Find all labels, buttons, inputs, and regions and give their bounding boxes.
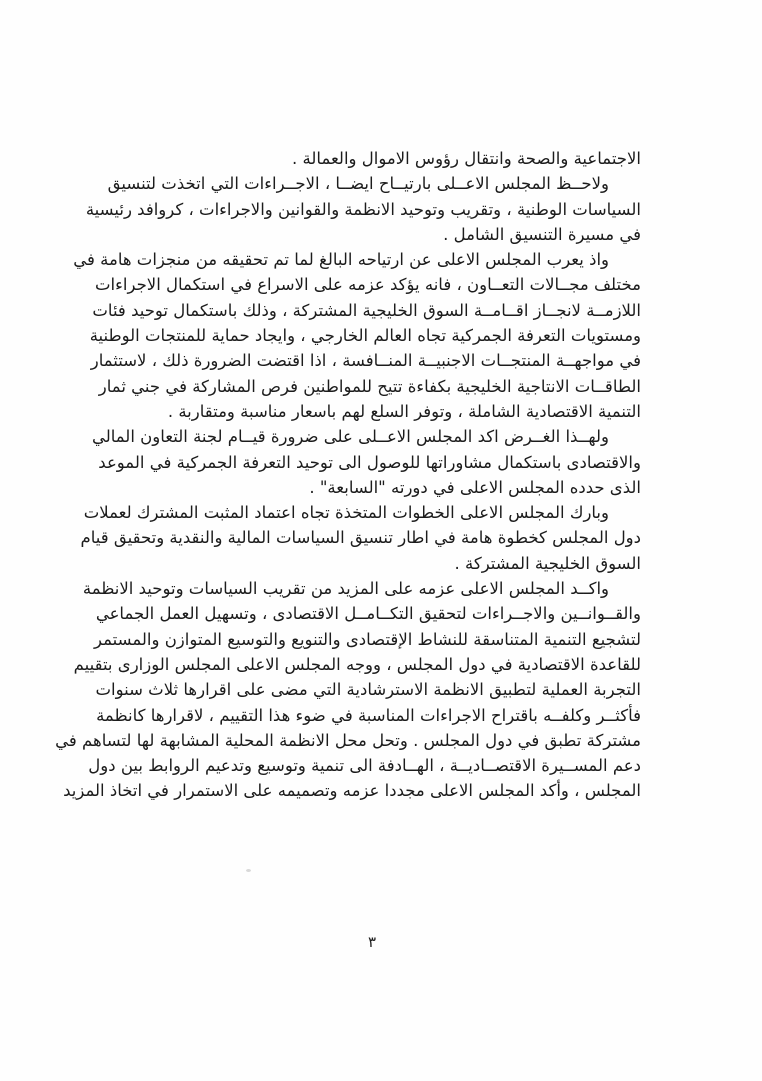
text-line: الطاقــات الانتاجية الخليجية بكفاءة تتيح للمواطنين فرص المشاركة في جني ثمار	[98, 376, 641, 396]
text-line: في مسيرة التنسيق الشامل .	[443, 224, 641, 244]
page-number: ٣	[367, 933, 377, 951]
text-line: وبارك المجلس الاعلى الخطوات المتخذة تجاه اعتماد المثبت المشترك لعملات	[83, 503, 609, 523]
text-line: ولاحــظ المجلس الاعــلى بارتيــاح ايضــا ، الاجــراءات التي اتخذت لتنسيق	[107, 174, 609, 194]
text-line: فأكثــر وكلفــه باقتراح الاجراءات المناسبة في ضوء هذا التقييم ، لاقرارها كانظمة	[96, 705, 641, 725]
text-line: في مواجهــة المنتجــات الاجنبيــة المنــافسة ، اذا اقتضت الضرورة ذلك ، لاستثمار	[90, 351, 641, 371]
text-line: السوق الخليجية المشتركة .	[454, 553, 641, 573]
text-block	[55, 146, 641, 804]
text-line: الذى حدده المجلس الاعلى في دورته "السابعة" .	[309, 477, 641, 497]
text-line: ومستويات التعرفة الجمركية تجاه العالم الخارجي ، وايجاد حماية للمنتجات الوطنية	[89, 326, 641, 346]
text-line: الاجتماعية والصحة وانتقال رؤوس الاموال والعمالة .	[292, 149, 641, 168]
text-line: مختلف مجــالات التعــاون ، فانه يؤكد عزمه على الاسراع في استكمال الاجراءات	[95, 275, 641, 295]
text-line: ولهــذا الغــرض اكد المجلس الاعــلى على ضرورة قيــام لجنة التعاون المالي	[91, 427, 609, 447]
text-line: لتشجيع التنمية المتناسقة للنشاط الإقتصادى والتنويع والتوسيع المتوازن والمستمر	[93, 629, 641, 649]
text-line: والاقتصادى باستكمال مشاوراتها للوصول الى توحيد التعرفة الجمركية في الموعد	[98, 452, 641, 472]
text-line: والقــوانــين والاجــراءات لتحقيق التكــامــل الاقتصادى ، وتسهيل العمل الجماعي	[95, 604, 641, 624]
text-line: دول المجلس كخطوة هامة في اطار تنسيق السياسات المالية والنقدية وتحقيق قيام	[80, 528, 641, 548]
scan-artifact-speck	[246, 869, 251, 872]
text-line: المجلس ، وأكد المجلس الاعلى مجددا عزمه وتصميمه على الاستمرار في اتخاذ المزيد	[63, 781, 641, 801]
text-line: التنمية الاقتصادية الشاملة ، وتوفر السلع لهم باسعار مناسبة ومتقاربة .	[167, 401, 641, 421]
text-line: واكــد المجلس الاعلى عزمه على المزيد من تقريب السياسات وتوحيد الانظمة	[82, 579, 609, 599]
text-line: للقاعدة الاقتصادية في دول المجلس ، ووجه المجلس الاعلى المجلس الوزارى بتقييم	[73, 654, 641, 674]
text-line: دعم المســيرة الاقتصــاديــة ، الهــادفة الى تنمية وتوسيع وتدعيم الروابط بين دول	[88, 756, 641, 776]
text-line: اللازمــة لانجــاز اقــامــة السوق الخليجية المشتركة ، وذلك باستكمال توحيد فئات	[92, 300, 641, 320]
text-line: التجربة العملية لتطبيق الانظمة الاسترشادية التي مضى على اقرارها ثلاث سنوات	[95, 680, 641, 700]
text-line: مشتركة تطبق في دول المجلس . وتحل محل الانظمة المحلية المشابهة لها لتساهم في	[55, 730, 641, 750]
text-line: السياسات الوطنية ، وتقريب وتوحيد الانظمة والقوانين والاجراءات ، كروافد رئيسية	[85, 199, 641, 219]
text-line: واذ يعرب المجلس الاعلى عن ارتياحه البالغ لما تم تحقيقه من منجزات هامة في	[73, 250, 609, 270]
